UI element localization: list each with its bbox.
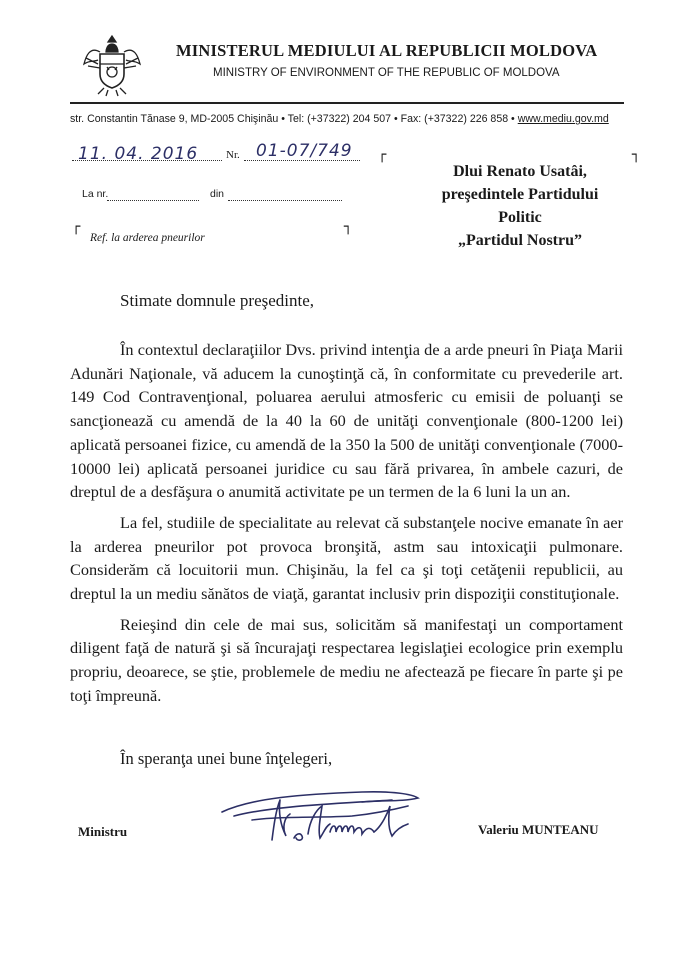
ministry-name: MINISTERUL MEDIULUI AL REPUBLICII MOLDOVA [176,41,598,60]
signatory-name: Valeriu MUNTEANU [478,822,599,837]
la-nr-label: La nr. [82,188,109,200]
paragraph-3: Reieşind din cele de mai sus, solicităm să manifestaţi un comportament diligent faţă de natură şi să încurajaţi respectarea legislaţiei ecologice prin exemplu propriu, deoarece, se ştie, problemele de mediu ne afectează pe fiecare în parte şi pe toţi împreună. [70,614,623,705]
paragraph-1: În contextul declaraţiilor Dvs. privind intenţia de a arde pneuri în Piaţa Marii Adunări Naţionale, vă aducem la cunoştinţă că, în conformitate cu prevederile art. 149 Cod Contravenţional, poluarea aerului atmosferic cu emisii de poluanţi se sancţionează cu amendă de la 40 la 60 de unităţi convenţionale (800-1200 lei) aplicată persoanei fizice, cu amendă de la 350 la 500 de unităţi convenţionale (7000-10000 lei) aplicată persoanei juridice cu sau fără privarea, în ambele cazuri, de dreptul de a desfăşura o anumită activitate pe un termen de la 6 luni la un an. [70,340,623,502]
recipient-title: preşedintele Partidului Politic [441,186,599,226]
recipient-block [430,160,610,252]
registration-number: 01-07/749 [256,141,353,161]
reference-subject: Ref. la arderea pneurilor [90,232,205,244]
website-link[interactable]: www.mediu.gov.md [517,113,609,125]
paragraph-2: La fel, studiile de specialitate au relevat că substanţele nocive emanate în aer la arderea pneurilor pot provoca bronşită, astm sau intoxicaţii pulmonare. Considerăm că locuitorii mun. Chişinău, la fel ca şi toţi cetăţenii republicii, au dreptul la un mediu sănătos de viaţă, garantat inclusiv prin dispoziţii constituţionale. [70,512,623,604]
date-line [72,160,222,161]
din-label: din [210,188,225,200]
letter-date: 11. 04. 2016 [78,144,199,164]
closing-line: În speranţa unei bune înţelegeri, [120,749,333,768]
signatory-role: Ministru [78,824,128,839]
din-line [228,200,342,201]
salutation: Stimate domnule preşedinte, [120,291,315,310]
header-rule [70,102,624,104]
recipient-party: „Partidul Nostru” [458,232,582,249]
ministry-name-english: MINISTRY OF ENVIRONMENT OF THE REPUBLIC OF MOLDOVA [213,67,560,79]
nr-line [244,160,360,161]
la-nr-line [107,200,199,201]
recipient-corner-left: ┌ [378,147,387,163]
nr-label: Nr. [226,149,240,161]
contact-details: str. Constantin Tănase 9, MD-2005 Chişinău • Tel: (+37322) 204 507 • Fax: (+37322) 226 858 • [70,113,518,125]
recipient-corner-right: ┐ [632,147,641,163]
corner-mark-top-left: ┌ [72,219,81,235]
recipient-name: Dlui Renato Usatâi, [453,163,587,180]
coat-of-arms-icon [80,30,144,98]
contact-line [70,113,626,125]
letter-body [70,338,623,715]
corner-mark-top-right: ┐ [344,219,353,235]
handwritten-signature [212,776,432,856]
